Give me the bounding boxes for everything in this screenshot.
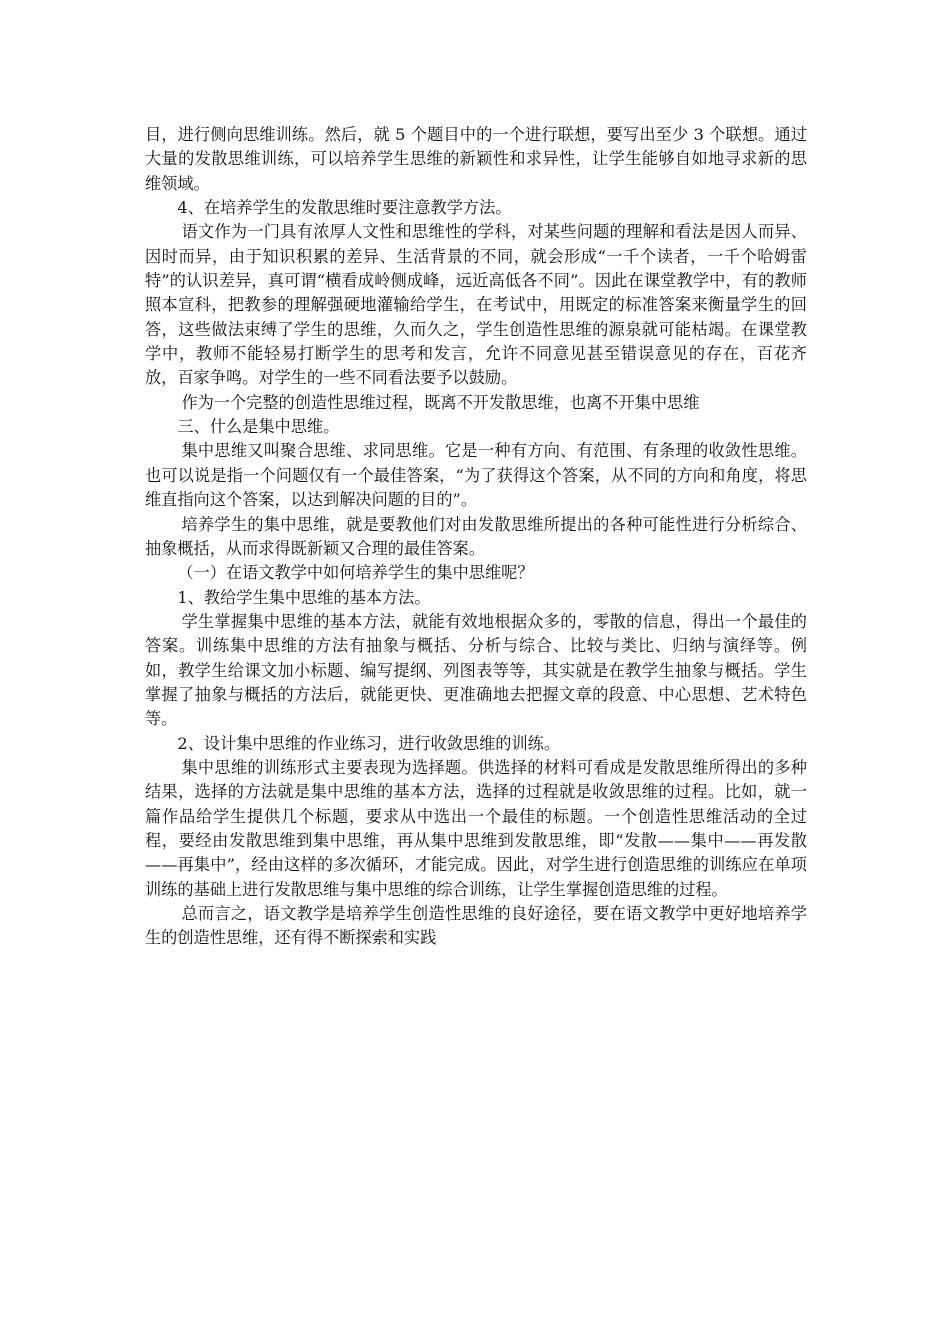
paragraph-body: 培养学生的集中思维，就是要教他们对由发散思维所提出的各种可能性进行分析综合、抽象概括，从而求得既新颖又合理的最佳答案。 [145,514,807,558]
subsection-heading-1: （一）在语文教学中如何培养学生的集中思维呢？ [177,563,534,583]
paragraph-body: 集中思维又叫聚合思维、求同思维。它是一种有方向、有范围、有条理的收敛性思维。也可以说是指一个问题仅有一个最佳答案，“为了获得这个答案，从不同的方向和角度，将思维直指向这个答案，以达到解决问题的目的”。 [145,441,807,510]
paragraph-heading-2: 2、设计集中思维的作业练习，进行收敛思维的训练。 [177,733,561,753]
section-heading-3: 三、什么是集中思维。 [177,417,340,437]
paragraph-conclusion: 总而言之，语文教学是培养学生创造性思维的良好途径，要在语文教学中更好地培养学生的创造性思维，还有得不断探索和实践 [145,904,807,948]
paragraph-body: 学生掌握集中思维的基本方法，就能有效地根据众多的，零散的信息，得出一个最佳的答案。训练集中思维的方法有抽象与概括、分析与综合、比较与类比、归纳与演绎等。例如，教学生给课文加小标题、编写提纲、列图表等等，其实就是在教学生抽象与概括。学生掌握了抽象与概括的方法后，就能更快、更准确地去把握文章的段意、中心思想、艺术特色等。 [145,611,807,729]
paragraph-body: 语文作为一门具有浓厚人文性和思维性的学科，对某些问题的理解和看法是因人而异、因时而异，由于知识积累的差异、生活背景的不同，就会形成“一千个读者，一千个哈姆雷特”的认识差异，真可谓“横看成岭侧成峰，远近高低各不同”。因此在课堂教学中，有的教师照本宣科，把教参的理解强硬地灌输给学生，在考试中，用既定的标准答案来衡量学生的回答，这些做法束缚了学生的思维，久而久之，学生创造性思维的源泉就可能枯竭。在课堂教学中，教师不能轻易打断学生的思考和发言，允许不同意见甚至错误意见的存在，百花齐放，百家争鸣。对学生的一些不同看法要予以鼓励。 [145,222,807,388]
paragraph-body: 集中思维的训练形式主要表现为选择题。供选择的材料可看成是发散思维所得出的多种结果，选择的方法就是集中思维的基本方法，选择的过程就是收敛思维的过程。比如，就一篇作品给学生提供几个标题，要求从中选出一个最佳的标题。一个创造性思维活动的全过程，要经由发散思维到集中思维，再从集中思维到发散思维，即“发散——集中——再发散——再集中”，经由这样的多次循环，才能完成。因此，对学生进行创造思维的训练应在单项训练的基础上进行发散思维与集中思维的综合训练，让学生掌握创造思维的过程。 [145,757,807,899]
paragraph-heading-1: 1、教给学生集中思维的基本方法。 [177,587,431,607]
paragraph-body: 作为一个完整的创造性思维过程，既离不开发散思维，也离不开集中思维 [181,392,700,412]
paragraph-heading-4: 4、在培养学生的发散思维时要注意教学方法。 [177,198,512,218]
paragraph-continuation: 目，进行侧向思维训练。然后，就 5 个题目中的一个进行联想，要写出至少 3 个联想。通过大量的发散思维训练，可以培养学生思维的新颖性和求异性，让学生能够自如地寻求新的思维领域。 [145,125,807,193]
document-body [145,123,807,951]
